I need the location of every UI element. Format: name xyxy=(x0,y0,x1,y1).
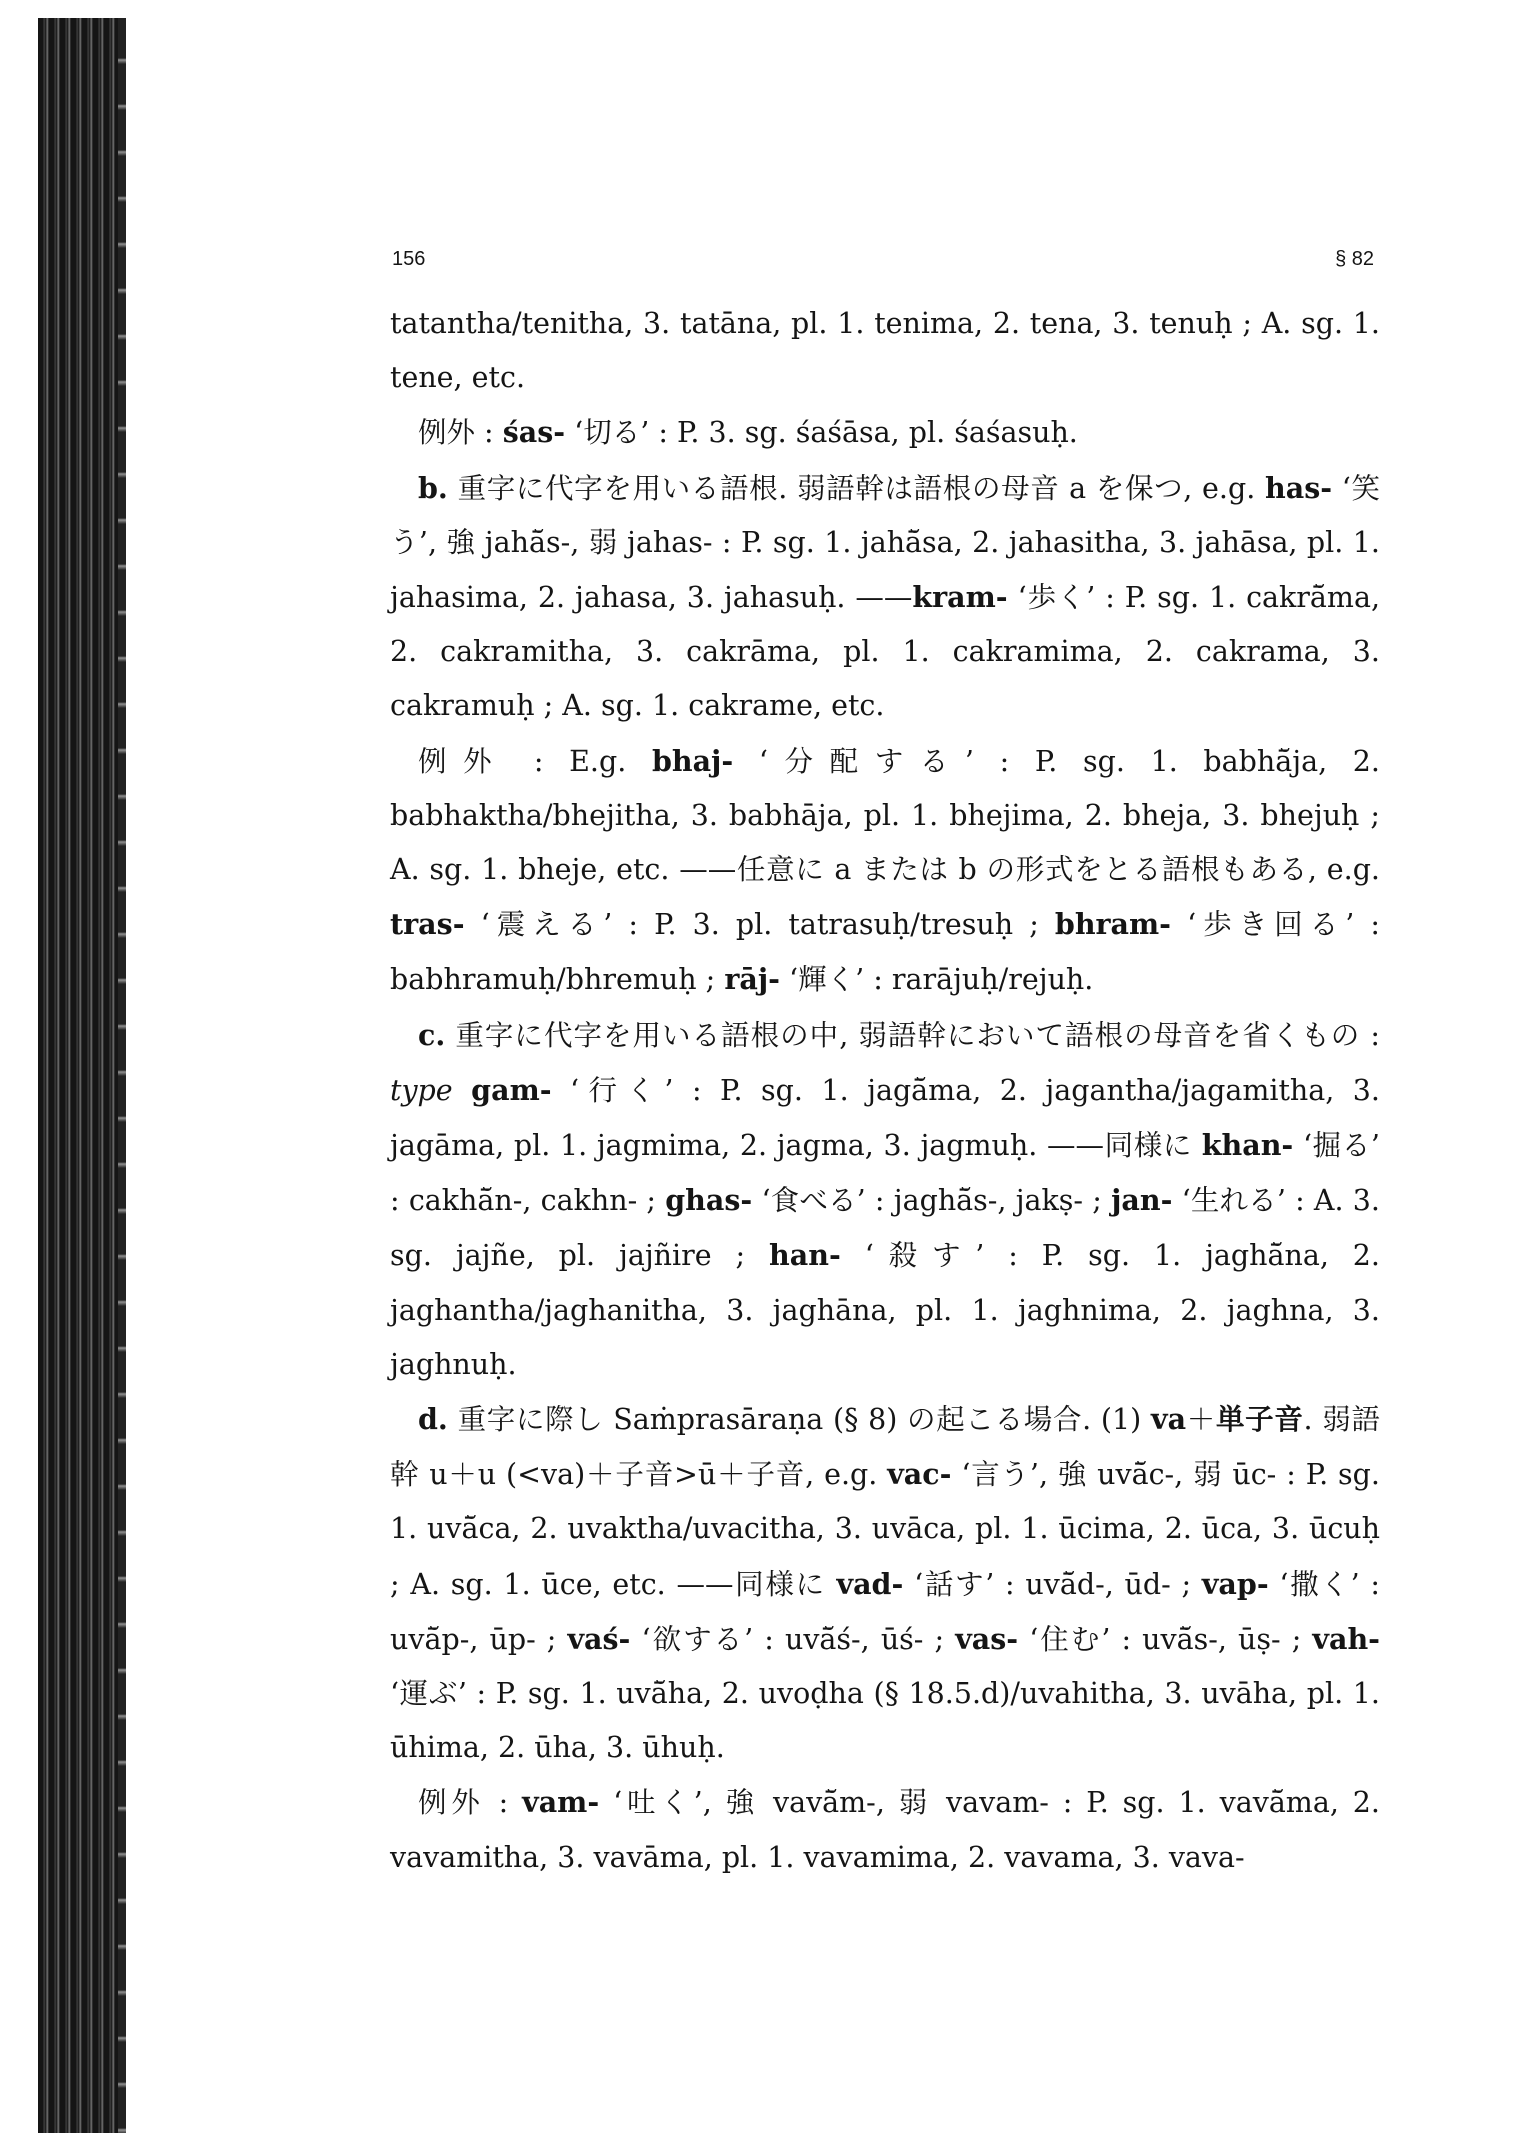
paragraph: 例外 : E.g. bhaj- ‘分配する’ : P. sg. 1. babhā̆ja, 2. babhaktha/bhejitha, 3. babhāja, pl. 1. bhejima, 2. bheja, 3. bhejuḥ ; A. sg. 1. bheje, etc. ——任意に a または b の形式をとる語根もある, e.g. tras- ‘震える’ : P. 3. pl. tatrasuḥ/tresuḥ ; bhram- ‘歩き回る’ : babhramuḥ/bhremuḥ ; rāj- ‘輝く’ : rarājuḥ/rejuḥ. xyxy=(390,743,1380,997)
book-binding-edge xyxy=(38,18,120,2133)
paragraph: 例外 : śas- ‘切る’ : P. 3. sg. śaśāsa, pl. śaśasuḥ. xyxy=(418,415,1078,450)
section-reference: § 82 xyxy=(1335,248,1374,270)
page xyxy=(390,248,1380,1885)
paragraph: 例外 : vam- ‘吐く’, 強 vavā̆m-, 弱 vavam- : P. sg. 1. vavā̆ma, 2. vavamitha, 3. vavāma, pl. 1. vavamima, 2. vavama, 3. vava- xyxy=(390,1785,1380,1874)
page-number: 156 xyxy=(392,248,426,270)
paragraph: tatantha/tenitha, 3. tatāna, pl. 1. tenima, 2. tena, 3. tenuḥ ; A. sg. 1. tene, etc. xyxy=(390,307,1380,395)
paragraph: d. 重字に際し Saṁprasāraṇa (§ 8) の起こる場合. (1) va＋単子音. 弱語幹 u＋u (<va)＋子音>ū＋子音, e.g. vac- ‘言う’, 強 uvā̆c-, 弱 ūc- : P. sg. 1. uvā̆ca, 2. uvaktha/uvacitha, 3. uvāca, pl. 1. ūcima, 2. ūca, 3. ūcuḥ ; A. sg. 1. ūce, etc. ——同様に vad- ‘話す’ : uvā̆d-, ūd- ; vap- ‘撒く’ : uvā̆p-, ūp- ; vaś- ‘欲する’ : uvā̆ś-, ūś- ; vas- ‘住む’ : uvā̆s-, ūṣ- ; vah- ‘運ぶ’ : P. sg. 1. uvā̆ha, 2. uvoḍha (§ 18.5.d)/uvahitha, 3. uvāha, pl. 1. ūhima, 2. ūha, 3. ūhuḥ. xyxy=(390,1402,1380,1765)
body-text xyxy=(390,297,1380,1885)
page-header xyxy=(390,248,1380,271)
paragraph: c. 重字に代字を用いる語根の中, 弱語幹において語根の母音を省くもの : type gam- ‘行く’ : P. sg. 1. jagā̆ma, 2. jagantha/jagamitha, 3. jagāma, pl. 1. jagmima, 2. jagma, 3. jagmuḥ. ——同様に khan- ‘掘る’ : cakhā̆n-, cakhn- ; ghas- ‘食べる’ : jaghā̆s-, jakṣ- ; jan- ‘生れる’ : A. 3. sg. jajñe, pl. jajñire ; han- ‘殺す’ : P. sg. 1. jaghā̆na, 2. jaghantha/jaghanitha, 3. jaghāna, pl. 1. jaghnima, 2. jaghna, 3. jaghnuḥ. xyxy=(390,1017,1380,1381)
paragraph: b. 重字に代字を用いる語根. 弱語幹は語根の母音 a を保つ, e.g. has- ‘笑う’, 強 jahā̆s-, 弱 jahas- : P. sg. 1. jahā̆sa, 2. jahasitha, 3. jahāsa, pl. 1. jahasima, 2. jahasa, 3. jahasuḥ. ——kram- ‘歩く’ : P. sg. 1. cakrā̆ma, 2. cakramitha, 3. cakrāma, pl. 1. cakramima, 2. cakrama, 3. cakramuḥ ; A. sg. 1. cakrame, etc. xyxy=(390,470,1380,723)
